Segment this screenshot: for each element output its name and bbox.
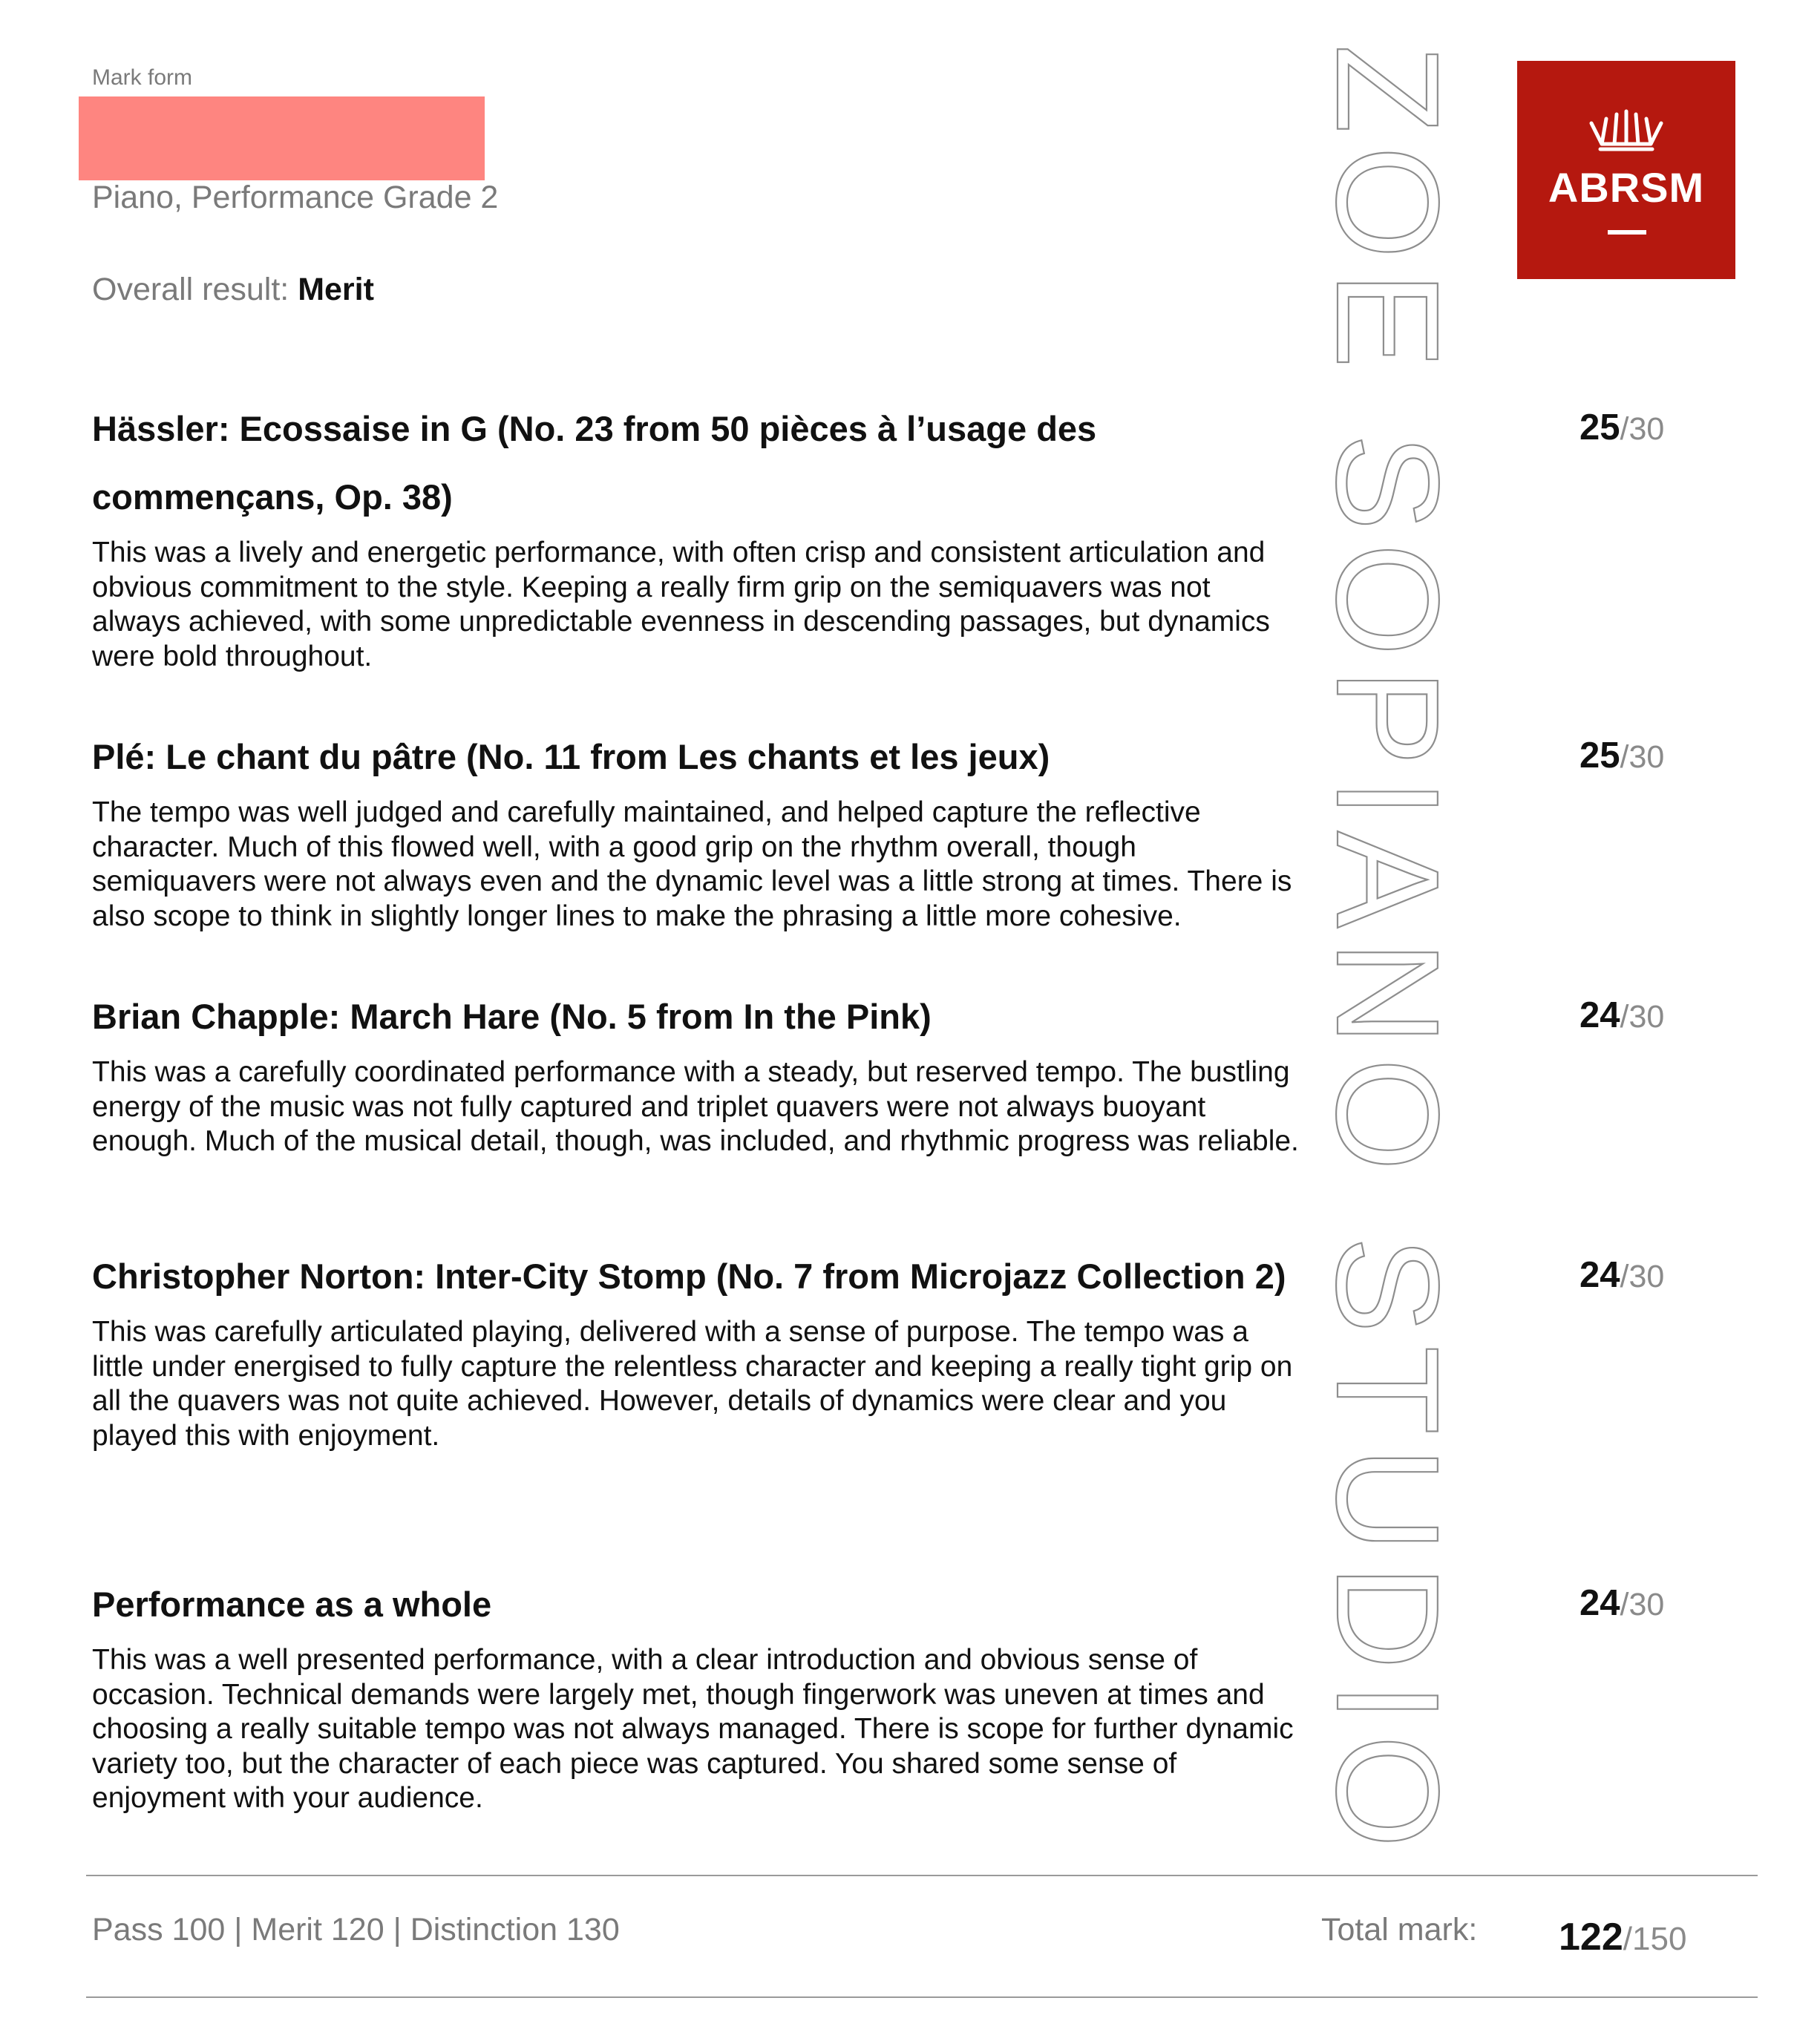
grade-thresholds: Pass 100 | Merit 120 | Distinction 130 bbox=[92, 1912, 620, 1947]
section-3-mark: 24/30 bbox=[1580, 995, 1665, 1035]
section-1 bbox=[92, 395, 1302, 674]
redacted-candidate-name bbox=[79, 96, 485, 180]
total-mark-value: 122 bbox=[1559, 1916, 1623, 1959]
mark-value: 24 bbox=[1580, 1255, 1620, 1295]
crown-icon bbox=[1587, 107, 1666, 151]
mark-value: 24 bbox=[1580, 1583, 1620, 1623]
mark-max: 30 bbox=[1628, 1259, 1665, 1294]
section-comment: The tempo was well judged and carefully maintained, and helped capture the reflective character. Much of this flowed well, with a good grip on the rhythm overall, though semiquavers were not always even and the dynamic level was a little strong at times. There is also scope to think in slightly longer lines to make the phrasing a little more cohesive. bbox=[92, 796, 1292, 932]
mark-value: 25 bbox=[1580, 736, 1620, 776]
watermark-text: ZOE SOPIANO STUDIO bbox=[1306, 45, 1469, 1848]
section-5 bbox=[92, 1570, 1302, 1816]
logo-underline bbox=[1608, 230, 1646, 235]
total-mark-max: 150 bbox=[1632, 1921, 1687, 1957]
mark-max: 30 bbox=[1628, 1587, 1665, 1622]
section-title: Performance as a whole bbox=[92, 1585, 492, 1624]
overall-result-value: Merit bbox=[298, 272, 374, 307]
total-mark-label: Total mark: bbox=[1321, 1912, 1478, 1947]
section-title: Christopher Norton: Inter-City Stomp (No. 7 from Microjazz Collection 2) bbox=[92, 1257, 1286, 1296]
mark-max: 30 bbox=[1628, 739, 1665, 775]
section-comment: This was carefully articulated playing, delivered with a sense of purpose. The tempo was a little under energised to fully capture the relentless character and keeping a really tight grip on all the quavers was not quite achieved. However, details of dynamics were clear and you played this with enjoyment. bbox=[92, 1316, 1293, 1452]
section-2 bbox=[92, 723, 1302, 934]
studio-watermark bbox=[1306, 45, 1477, 1848]
abrsm-wordmark: ABRSM bbox=[1548, 164, 1705, 211]
mark-max: 30 bbox=[1628, 411, 1665, 447]
form-label: Mark form bbox=[92, 65, 192, 90]
section-2-mark: 25/30 bbox=[1580, 736, 1665, 776]
section-3 bbox=[92, 983, 1302, 1159]
mark-value: 24 bbox=[1580, 995, 1620, 1035]
footer-rule-top bbox=[86, 1875, 1758, 1876]
merit-threshold: Merit 120 bbox=[251, 1912, 384, 1947]
total-mark: 122/150 bbox=[1559, 1916, 1687, 1959]
section-4-mark: 24/30 bbox=[1580, 1255, 1665, 1295]
section-1-mark: 25/30 bbox=[1580, 407, 1665, 448]
section-4 bbox=[92, 1242, 1302, 1453]
section-comment: This was a carefully coordinated performance with a steady, but reserved tempo. The bustling energy of the music was not fully captured and triplet quavers were not always buoyant enough. Much of the musical detail, though, was included, and rhythmic progress was reliable. bbox=[92, 1056, 1299, 1157]
section-title: Brian Chapple: March Hare (No. 5 from In the Pink) bbox=[92, 997, 932, 1036]
section-5-mark: 24/30 bbox=[1580, 1583, 1665, 1623]
overall-result bbox=[92, 272, 374, 308]
section-comment: This was a well presented performance, with a clear introduction and obvious sense of occasion. Technical demands were largely met, though fingerwork was uneven at times and choosing a really suitable tempo was not always managed. There is scope for further dynamic variety too, but the character of each piece was captured. You shared some sense of enjoyment with your audience. bbox=[92, 1644, 1294, 1814]
section-title: Plé: Le chant du pâtre (No. 11 from Les chants et les jeux) bbox=[92, 737, 1050, 776]
section-comment: This was a lively and energetic performance, with often crisp and consistent articulation and obvious commitment to the style. Keeping a really firm grip on the semiquavers was not always achieved, with some unpredictable evenness in descending passages, but dynamics were bold throughout. bbox=[92, 537, 1270, 672]
footer-rule-bottom bbox=[86, 1996, 1758, 1998]
distinction-threshold: Distinction 130 bbox=[410, 1912, 620, 1947]
pass-threshold: Pass 100 bbox=[92, 1912, 226, 1947]
abrsm-logo bbox=[1517, 61, 1735, 279]
overall-result-label: Overall result: bbox=[92, 272, 298, 307]
mark-value: 25 bbox=[1580, 407, 1620, 448]
section-title: Hässler: Ecossaise in G (No. 23 from 50 pièces à l’usage des commençans, Op. 38) bbox=[92, 409, 1097, 517]
exam-subtitle: Piano, Performance Grade 2 bbox=[92, 180, 499, 215]
mark-max: 30 bbox=[1628, 999, 1665, 1035]
